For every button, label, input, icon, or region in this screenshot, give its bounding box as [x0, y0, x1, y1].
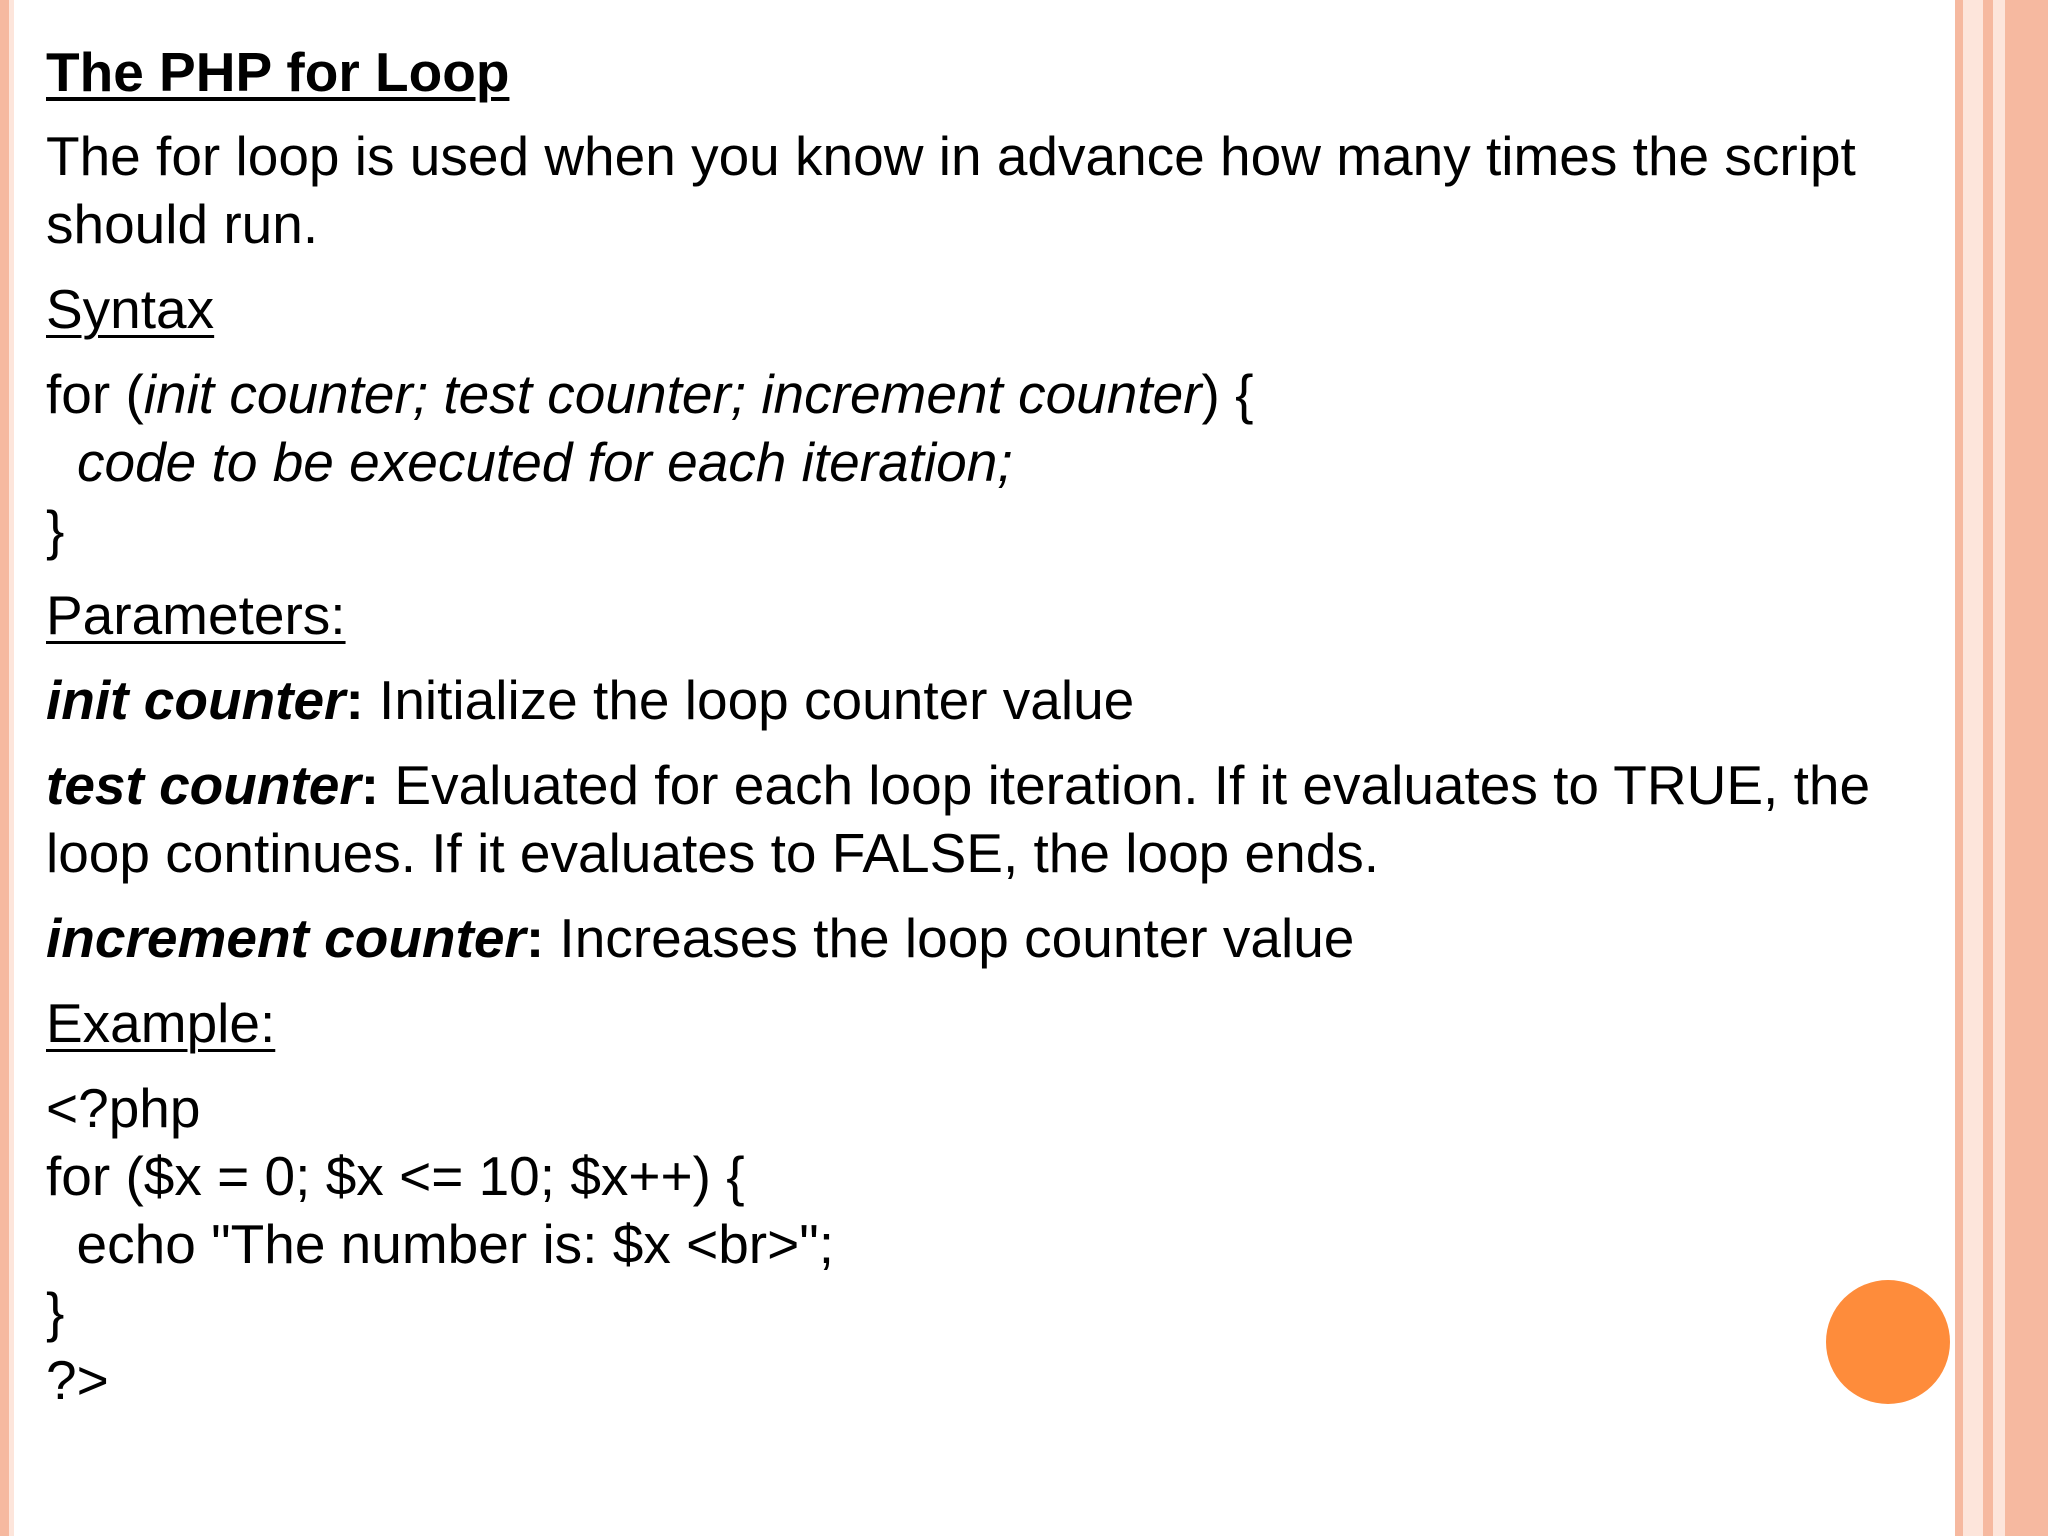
right-border-stripe — [1955, 0, 1963, 1536]
syntax-args: init counter; test counter; increment counter — [143, 363, 1202, 425]
example-code-line: ?> — [46, 1349, 109, 1411]
syntax-block — [46, 360, 1936, 564]
parameter-colon: : — [525, 907, 545, 969]
parameter-term: init counter — [46, 669, 346, 731]
parameter-desc: Initialize the loop counter value — [363, 669, 1135, 731]
parameter-desc: Increases the loop counter value — [544, 907, 1355, 969]
syntax-for-keyword: for ( — [46, 363, 144, 425]
intro-paragraph: The for loop is used when you know in advance how many times the script should run. — [46, 125, 1856, 255]
slide-title: The PHP for Loop — [46, 41, 510, 103]
left-border-stripe-light — [9, 0, 14, 1536]
decorative-orange-circle — [1826, 1280, 1950, 1404]
example-code-line: echo "The number is: $x <br>"; — [46, 1213, 835, 1275]
example-heading: Example: — [46, 992, 276, 1054]
example-code-line: for ($x = 0; $x <= 10; $x++) { — [46, 1145, 745, 1207]
example-code-block — [46, 1074, 1936, 1414]
parameter-colon: : — [345, 669, 364, 731]
syntax-line-1 — [46, 360, 1936, 428]
parameter-term: increment counter — [46, 907, 526, 969]
left-border-stripe — [0, 0, 9, 1536]
example-code-line: <?php — [46, 1077, 201, 1139]
parameter-colon: : — [360, 754, 380, 816]
right-border-stripe-light — [1963, 0, 1983, 1536]
syntax-line-2: code to be executed for each iteration; — [77, 431, 1013, 493]
right-border-stripe — [2005, 0, 2048, 1536]
parameter-item — [46, 904, 1936, 972]
syntax-open-brace: ) { — [1201, 363, 1254, 425]
right-border-stripe-light — [1993, 0, 2005, 1536]
parameter-item — [46, 751, 1936, 887]
example-code-line: } — [46, 1281, 65, 1343]
right-border-stripe — [1983, 0, 1993, 1536]
syntax-line-3: } — [46, 499, 65, 561]
parameter-desc: Evaluated for each loop iteration. If it evaluates to TRUE, the loop continues. If it evaluates to FALSE, the loop ends. — [46, 754, 1871, 884]
parameters-heading: Parameters: — [46, 584, 346, 646]
parameter-term: test counter — [46, 754, 361, 816]
syntax-heading: Syntax — [46, 278, 215, 340]
parameter-item — [46, 666, 1936, 734]
slide-content — [46, 38, 1936, 1414]
